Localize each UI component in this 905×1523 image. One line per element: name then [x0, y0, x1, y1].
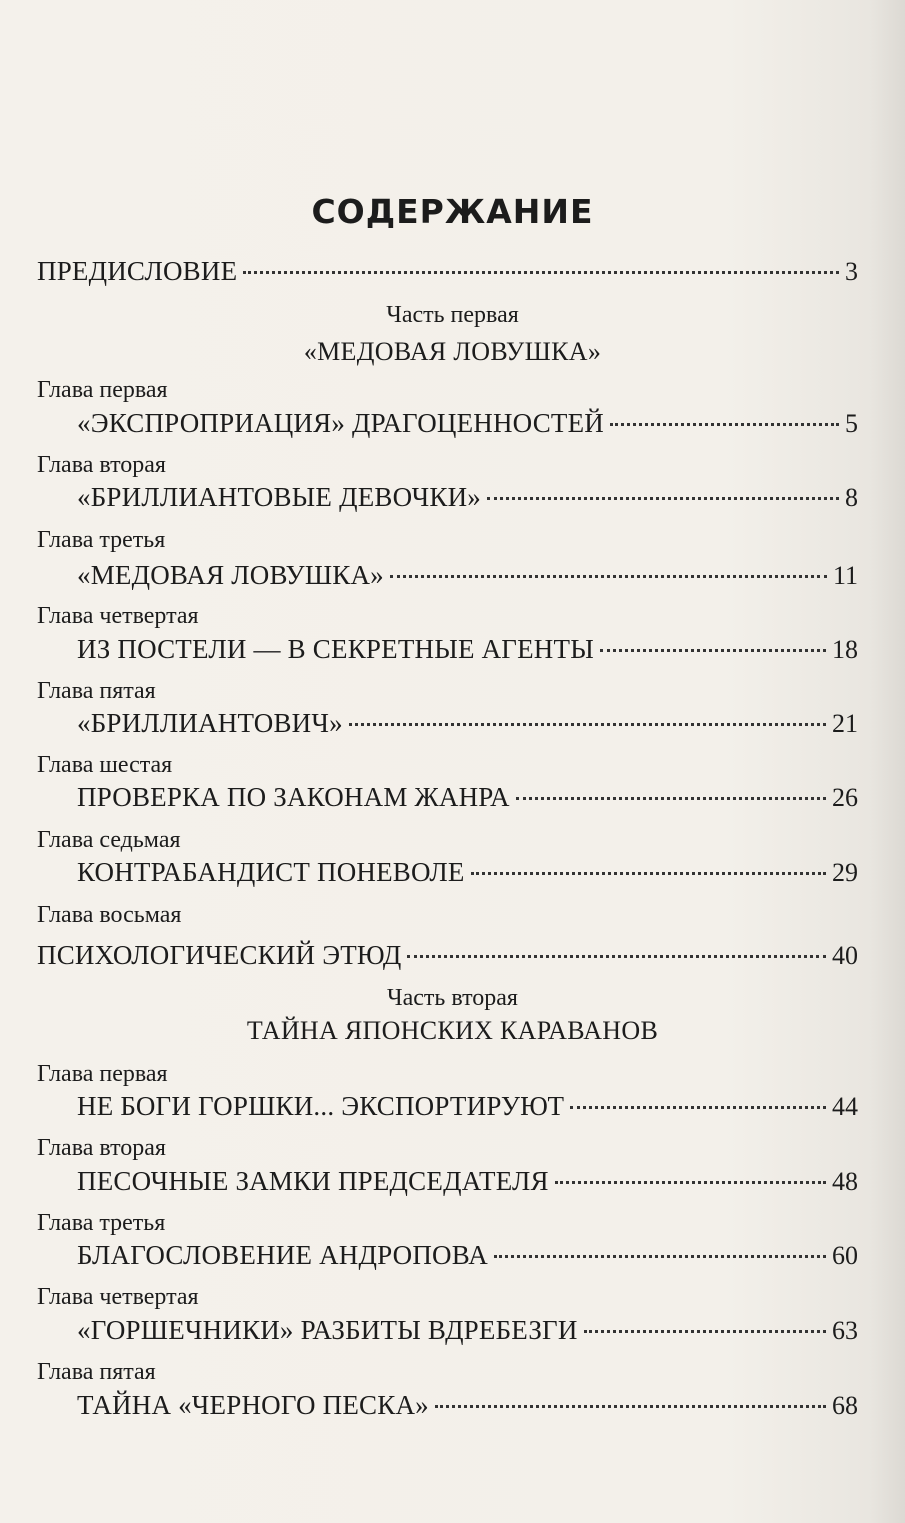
toc-entry-title: «БРИЛЛИАНТОВИЧ» [77, 708, 343, 738]
dot-leader [600, 649, 826, 652]
toc-entry-title: ИЗ ПОСТЕЛИ — В СЕКРЕТНЫЕ АГЕНТЫ [77, 634, 594, 664]
dot-leader [390, 575, 827, 578]
toc-entry[interactable] [77, 408, 858, 439]
dot-leader [570, 1106, 826, 1109]
chapter-label: Глава вторая [37, 452, 166, 478]
toc-entry-title: ТАЙНА «ЧЕРНОГО ПЕСКА» [77, 1390, 429, 1420]
toc-entry-page: 48 [832, 1167, 858, 1196]
toc-entry-preface[interactable] [37, 256, 858, 287]
toc-entry-page: 60 [832, 1241, 858, 1270]
toc-entry-page: 5 [845, 409, 858, 438]
toc-entry-page: 18 [832, 635, 858, 664]
toc-entry-page: 21 [832, 709, 858, 738]
chapter-label: Глава пятая [37, 678, 156, 704]
toc-entry-page: 29 [832, 858, 858, 887]
chapter-label: Глава шестая [37, 752, 173, 778]
toc-entry-page: 44 [832, 1092, 858, 1121]
page-title: СОДЕРЖАНИЕ [311, 192, 594, 231]
toc-entry[interactable] [77, 782, 858, 813]
toc-entry[interactable] [77, 1166, 858, 1197]
toc-entry-page: 63 [832, 1316, 858, 1345]
toc-entry-title: «БРИЛЛИАНТОВЫЕ ДЕВОЧКИ» [77, 482, 481, 512]
dot-leader [555, 1181, 826, 1184]
dot-leader [487, 497, 839, 500]
toc-entry[interactable] [77, 1091, 858, 1122]
toc-entry-page: 3 [845, 257, 858, 286]
toc-entry[interactable] [77, 1315, 858, 1346]
dot-leader [407, 955, 826, 958]
dot-leader [494, 1255, 826, 1258]
toc-entry[interactable] [77, 708, 858, 739]
toc-entry[interactable] [77, 482, 858, 513]
toc-entry-title: БЛАГОСЛОВЕНИЕ АНДРОПОВА [77, 1240, 488, 1270]
toc-entry-title: ПЕСОЧНЫЕ ЗАМКИ ПРЕДСЕДАТЕЛЯ [77, 1166, 549, 1196]
chapter-label: Глава третья [37, 527, 166, 553]
dot-leader [435, 1405, 826, 1408]
toc-entry[interactable] [77, 857, 858, 888]
toc-entry-title: ПСИХОЛОГИЧЕСКИЙ ЭТЮД [37, 940, 402, 970]
part-label: Часть вторая [387, 985, 518, 1011]
toc-entry-page: 11 [832, 561, 858, 590]
dot-leader [349, 723, 826, 726]
chapter-label: Глава седьмая [37, 827, 181, 853]
chapter-label: Глава первая [37, 1061, 168, 1087]
toc-entry-title: КОНТРАБАНДИСТ ПОНЕВОЛЕ [77, 857, 465, 887]
toc-entry-page: 40 [832, 941, 858, 970]
dot-leader [471, 872, 826, 875]
toc-entry-page: 26 [832, 783, 858, 812]
toc-entry-title: «ЭКСПРОПРИАЦИЯ» ДРАГОЦЕННОСТЕЙ [77, 408, 605, 438]
chapter-label: Глава четвертая [37, 1284, 199, 1310]
toc-entry[interactable] [77, 1390, 858, 1421]
chapter-label: Глава вторая [37, 1135, 166, 1161]
chapter-label: Глава пятая [37, 1359, 156, 1385]
toc-entry-title: ПРОВЕРКА ПО ЗАКОНАМ ЖАНРА [77, 782, 510, 812]
chapter-label: Глава четвертая [37, 603, 199, 629]
toc-entry[interactable] [77, 560, 858, 591]
dot-leader [584, 1330, 826, 1333]
toc-entry[interactable] [77, 1240, 858, 1271]
dot-leader [516, 797, 826, 800]
toc-entry[interactable] [37, 940, 858, 971]
chapter-label: Глава первая [37, 377, 168, 403]
chapter-label: Глава третья [37, 1210, 166, 1236]
toc-entry[interactable] [77, 634, 858, 665]
part-label: Часть первая [386, 302, 519, 328]
dot-leader [243, 271, 839, 274]
toc-entry-title: ПРЕДИСЛОВИЕ [37, 256, 238, 286]
toc-entry-page: 68 [832, 1391, 858, 1420]
toc-entry-title: «ГОРШЕЧНИКИ» РАЗБИТЫ ВДРЕБЕЗГИ [77, 1315, 578, 1345]
dot-leader [610, 423, 839, 426]
part-title: ТАЙНА ЯПОНСКИХ КАРАВАНОВ [246, 1016, 659, 1045]
toc-entry-page: 8 [845, 483, 858, 512]
chapter-label: Глава восьмая [37, 902, 182, 928]
toc-entry-title: «МЕДОВАЯ ЛОВУШКА» [77, 560, 384, 590]
toc-entry-title: НЕ БОГИ ГОРШКИ... ЭКСПОРТИРУЮТ [77, 1091, 565, 1121]
part-title: «МЕДОВАЯ ЛОВУШКА» [303, 337, 602, 366]
